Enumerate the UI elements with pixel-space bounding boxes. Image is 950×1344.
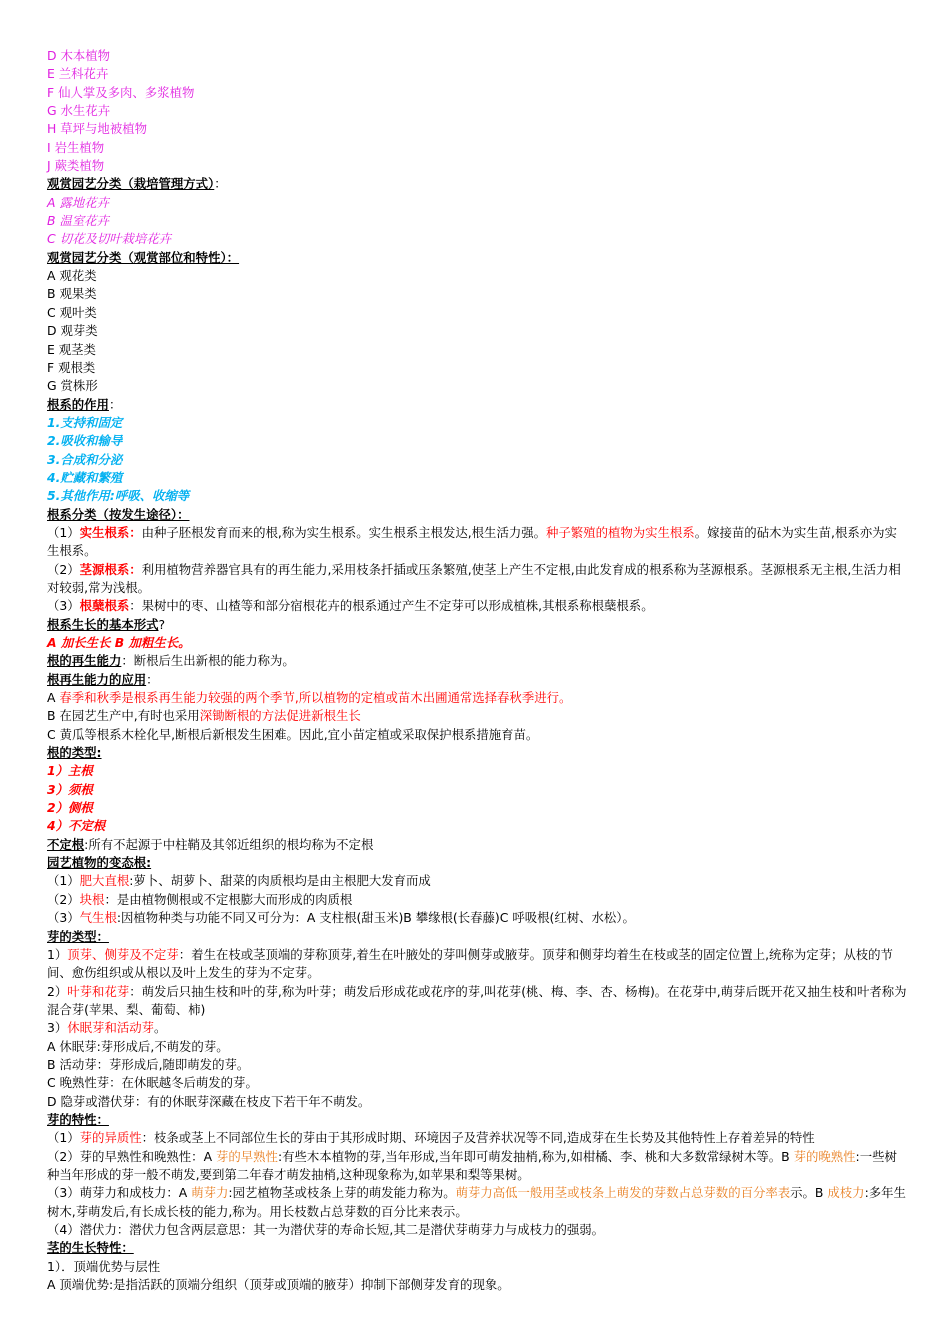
text-line [47, 983, 907, 1020]
text-line [47, 1239, 907, 1257]
text-line [47, 414, 907, 432]
text-line [47, 469, 907, 487]
text-segment: 不定根 [47, 836, 85, 852]
text-line [47, 836, 907, 854]
text-segment: A 加长生长 B 加粗生长。 [47, 635, 191, 650]
text-line [47, 120, 907, 138]
text-segment: 1）．顶端优势与层性 [47, 1258, 161, 1274]
text-line [47, 47, 907, 65]
text-line [47, 377, 907, 395]
text-line [47, 1221, 907, 1239]
text-segment: A 顶端优势:是指活跃的顶端分组织（顶芽或顶端的腋芽）抑制下部侧芽发育的现象。 [47, 1277, 510, 1293]
text-segment: 观赏园艺分类（观赏部位和特性）： [47, 249, 240, 265]
text-segment: 茎的生长特性： [47, 1240, 134, 1256]
text-segment: 1）主根 [47, 763, 93, 779]
text-segment: ? [158, 616, 166, 632]
text-line [47, 194, 907, 212]
text-line [47, 65, 907, 83]
text-segment: :萝卜、胡萝卜、甜菜的肉质根均是由主根肥大发育而成 [129, 873, 431, 889]
text-segment: （3）萌芽力和成枝力：A [47, 1185, 192, 1201]
text-line [47, 267, 907, 285]
text-line [47, 304, 907, 322]
text-line [47, 285, 907, 303]
text-segment: ： [146, 671, 159, 687]
text-segment: :因植物种类与功能不同又可分为：A 支柱根(甜玉米)B 攀缘根(长春藤)C 呼吸根(红树、水松）。 [116, 910, 635, 926]
text-segment: 根系的作用 [47, 396, 109, 412]
text-segment: ： [214, 176, 227, 192]
text-segment: ：是由植物侧根或不定根膨大而形成的肉质根 [104, 891, 353, 907]
text-segment: （2） [47, 891, 80, 907]
text-segment: D 木本植物 [47, 48, 111, 63]
text-segment: C 切花及切叶栽培花卉 [47, 231, 172, 247]
text-line [47, 249, 907, 267]
text-segment: 成枝力 [827, 1185, 865, 1201]
text-segment: D 隐芽或潜伏芽：有的休眠芽深藏在枝皮下若干年不萌发。 [47, 1093, 371, 1109]
text-line [47, 139, 907, 157]
text-line [47, 689, 907, 707]
text-segment: B 活动芽：芽形成后,随即萌发的芽。 [47, 1056, 250, 1072]
text-segment: 4）不定根 [47, 818, 106, 834]
text-line [47, 652, 907, 670]
text-segment: ：果树中的枣、山楂等和部分宿根花卉的根系通过产生不定芽可以形成植株,其根系称根蘖根系。 [129, 598, 654, 614]
text-line [47, 744, 907, 762]
text-line [47, 175, 907, 193]
text-segment: 芽的类型： [47, 928, 109, 944]
text-segment: 。 [154, 1020, 167, 1036]
text-segment: 根系分类（按发生途径）： [47, 506, 190, 522]
text-line [47, 799, 907, 817]
text-segment: 利用植物营养器官具有的再生能力,采用枝条扦插或压条繁殖,使茎上产生不定根,由此发育成的根系称为茎源根系。茎源根系无主根,生活力相对较弱,常为浅根。 [47, 561, 901, 595]
document-page [47, 47, 907, 1294]
text-segment: 实生根系： [79, 524, 142, 540]
text-segment: （2）芽的早熟性和晚熟性：A [47, 1148, 216, 1164]
text-segment: H 草坪与地被植物 [47, 121, 147, 137]
text-line [47, 230, 907, 248]
text-segment: （3） [47, 598, 80, 614]
text-line [47, 891, 907, 909]
text-line [47, 524, 907, 561]
text-segment: D 观芽类 [47, 323, 98, 339]
text-segment: A [47, 690, 60, 706]
text-segment: 气生根 [79, 910, 117, 926]
text-segment: 观赏园艺分类（栽培管理方式） [47, 176, 215, 192]
text-segment: 1.支持和固定 [47, 414, 123, 430]
text-segment: 深锄断根的方法促进新根生长 [199, 708, 361, 724]
text-line [47, 909, 907, 927]
text-segment: ：着生在枝或茎顶端的芽称顶芽,着生在叶腋处的芽叫侧芽或腋芽。顶芽和侧芽均着生在枝或茎的固定位置上,统称为定芽；从枝的节间、愈伤组织或从根以及叶上发生的芽为不定芽。 [47, 946, 893, 981]
text-segment: （1） [47, 873, 80, 889]
text-segment: 根蘖根系 [79, 598, 130, 614]
text-line [47, 597, 907, 615]
text-segment: 块根 [79, 891, 105, 907]
text-segment: 3.合成和分泌 [47, 451, 123, 467]
text-line [47, 1038, 907, 1056]
text-segment: 由种子胚根发育而来的根,称为实生根系。实生根系主根发达,根生活力强。 [141, 524, 547, 540]
text-segment: （3） [47, 910, 80, 926]
text-segment: :园艺植物茎或枝条上芽的萌发能力称为。 [228, 1185, 456, 1201]
text-line [47, 707, 907, 725]
text-segment: 种子繁殖的植物为实生根系 [546, 524, 695, 540]
text-segment: 根再生能力的应用 [47, 671, 147, 687]
text-segment: :一些树种当年形成的芽一般不萌发,要到第二年春才萌发抽梢,这种现象称为,如苹果和梨等果树。 [47, 1148, 897, 1182]
text-segment: 示。B [790, 1185, 828, 1201]
text-segment: G 水生花卉 [47, 103, 111, 119]
text-segment: 芽的特性： [47, 1111, 109, 1127]
text-line [47, 1056, 907, 1074]
text-line [47, 726, 907, 744]
text-line [47, 928, 907, 946]
text-segment: F 观根类 [47, 359, 96, 375]
text-line [47, 396, 907, 414]
text-segment: 根系生长的基本形式 [47, 616, 159, 632]
text-segment: 根的再生能力 [47, 653, 122, 669]
text-line [47, 671, 907, 689]
text-line [47, 1184, 907, 1221]
text-segment: ：断根后生出新根的能力称为。 [121, 653, 295, 669]
text-line [47, 506, 907, 524]
text-line [47, 817, 907, 835]
text-line [47, 1111, 907, 1129]
text-segment: C 黄瓜等根系木栓化早,断根后新根发生困难。因此,宜小苗定植或采取保护根系措施育苗。 [47, 726, 539, 742]
text-segment: F 仙人掌及多肉、多浆植物 [47, 84, 195, 100]
text-segment: 芽的早熟性 [216, 1148, 278, 1164]
text-line [47, 487, 907, 505]
text-line [47, 561, 907, 598]
text-line [47, 1129, 907, 1147]
text-segment: G 赏株形 [47, 378, 98, 394]
text-segment: 园艺植物的变态根: [47, 855, 152, 871]
text-line [47, 781, 907, 799]
text-line [47, 84, 907, 102]
text-segment: 叶芽和花芽 [67, 983, 130, 999]
text-segment: E 兰科花卉 [47, 66, 109, 82]
text-segment: ： [108, 396, 122, 412]
text-segment: C 观叶类 [47, 304, 97, 320]
text-line [47, 872, 907, 890]
text-segment: 萌芽力 [191, 1185, 229, 1201]
text-line [47, 322, 907, 340]
text-line [47, 1093, 907, 1111]
text-segment: E 观茎类 [47, 341, 96, 357]
text-segment: B 温室花卉 [47, 213, 110, 229]
text-line [47, 1276, 907, 1294]
text-segment: （4）潜伏力：潜伏力包含两层意思：其一为潜伏芽的寿命长短,其二是潜伏芽萌芽力与成枝力的强弱。 [47, 1222, 605, 1237]
text-line [47, 1019, 907, 1037]
text-segment: 萌芽力高低一般用茎或枝条上萌发的芽数占总芽数的百分率表 [455, 1185, 791, 1201]
text-segment: A 露地花卉 [47, 194, 109, 210]
text-line [47, 432, 907, 450]
text-segment: ：萌发后只抽生枝和叶的芽,称为叶芽；萌发后形成花或花序的芽,叫花芽(桃、梅、李、杏、杨梅)。在花芽中,萌芽后既开花又抽生枝和叶者称为混合芽(苹果、梨、葡萄、柿) [47, 983, 907, 1017]
text-segment: 4.贮藏和繁殖 [47, 469, 123, 485]
text-segment: ：枝条或茎上不同部位生长的芽由于其形成时期、环境因子及营养状况等不同,造成芽在生长势及其他特性上存着差异的特性 [141, 1130, 815, 1146]
text-line [47, 854, 907, 872]
text-segment: B 观果类 [47, 286, 97, 302]
text-line [47, 1148, 907, 1185]
text-line [47, 1258, 907, 1276]
text-segment: I 岩生植物 [47, 139, 105, 155]
text-line [47, 1074, 907, 1092]
text-segment: （1） [47, 1130, 80, 1146]
text-line [47, 102, 907, 120]
text-segment: 2）侧根 [47, 800, 93, 816]
text-line [47, 762, 907, 780]
text-line [47, 451, 907, 469]
text-segment: :多年生树木,芽萌发后,有长成长枝的能力,称为。用长枝数占总芽数的百分比来表示。 [47, 1185, 906, 1219]
text-segment: 芽的晚熟性 [793, 1148, 856, 1164]
text-segment: A 休眠芽:芽形成后,不萌发的芽。 [47, 1038, 229, 1054]
text-segment: :所有不起源于中柱鞘及其邻近组织的根均称为不定根 [84, 836, 374, 852]
text-segment: 顶芽、侧芽及不定芽 [67, 946, 179, 962]
text-segment: 肥大直根 [79, 873, 130, 889]
text-segment: 1） [47, 946, 68, 962]
text-line [47, 212, 907, 230]
text-segment: 芽的异质性 [79, 1130, 142, 1146]
text-segment: C 晚熟性芽：在休眠越冬后萌发的芽。 [47, 1075, 258, 1091]
text-segment: 5.其他作用:呼吸、收缩等 [47, 488, 190, 504]
text-segment: 3）须根 [47, 781, 93, 797]
text-segment: 2） [47, 983, 68, 999]
text-segment: 根的类型: [47, 745, 102, 761]
text-segment: （1） [47, 524, 80, 540]
text-line [47, 341, 907, 359]
text-segment: 春季和秋季是根系再生能力较强的两个季节,所以植物的定植或苗木出圃通常选择春秋季进行。 [59, 690, 572, 706]
text-line [47, 359, 907, 377]
text-segment: 3） [47, 1020, 68, 1036]
text-segment: 2.吸收和输导 [47, 433, 123, 449]
text-line [47, 946, 907, 983]
text-line [47, 616, 907, 634]
text-line [47, 157, 907, 175]
text-segment: A 观花类 [47, 268, 97, 284]
text-segment: 茎源根系： [79, 561, 142, 577]
text-segment: :有些木本植物的芽,当年形成,当年即可萌发抽梢,称为,如柑橘、李、桃和大多数常绿树木等。B [277, 1148, 794, 1164]
text-segment: 休眠芽和活动芽 [67, 1020, 155, 1036]
text-segment: J 蕨类植物 [47, 158, 105, 174]
text-line [47, 634, 907, 652]
text-segment: （2） [47, 561, 80, 577]
text-segment: B 在园艺生产中,有时也采用 [47, 708, 200, 724]
text-segment: 。嫁接苗的砧木为实生苗,根系亦为实生根系。 [47, 524, 897, 559]
